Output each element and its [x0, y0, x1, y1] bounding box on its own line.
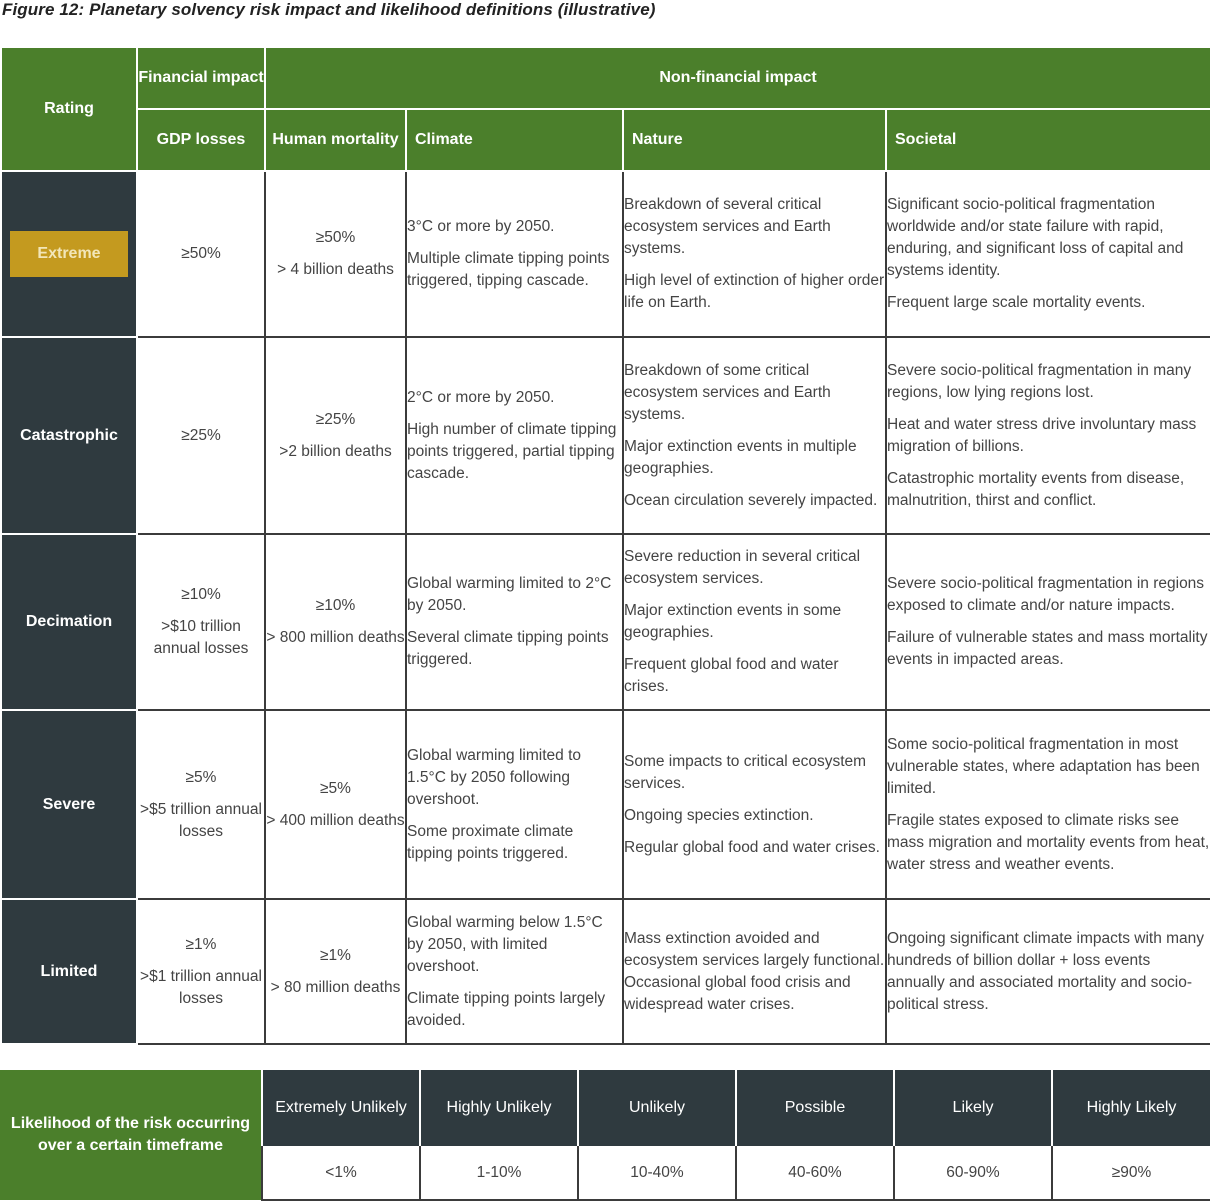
- human-mortality-cell-text: > 80 million deaths: [270, 978, 401, 996]
- nature-cell-text: Ongoing species extinction.: [624, 806, 814, 824]
- climate-header: Climate: [406, 109, 623, 171]
- human-mortality-cell-text: ≥1%: [320, 946, 351, 964]
- societal-cell: [886, 171, 1210, 337]
- impact-definitions-table: [0, 46, 1210, 1045]
- climate-cell-text: Global warming limited to 2°C by 2050.: [407, 575, 612, 614]
- societal-cell-text: Catastrophic mortality events from disease, malnutrition, thirst and conflict.: [887, 469, 1185, 509]
- likelihood-level-name: Highly Likely: [1052, 1070, 1210, 1146]
- rating-cell: Catastrophic: [1, 337, 137, 534]
- climate-cell-text: 2°C or more by 2050.: [407, 388, 555, 406]
- climate-cell-text: Some proximate climate tipping points triggered.: [407, 822, 574, 862]
- human-mortality-cell-text: ≥25%: [315, 410, 356, 428]
- climate-cell-text: Global warming below 1.5°C by 2050, with limited overshoot.: [407, 913, 603, 975]
- societal-cell-text: Fragile states exposed to climate risks see mass migration and mortality events from heat, water stress and weather events.: [887, 811, 1210, 873]
- gdp-losses-cell-text: ≥5%: [185, 768, 217, 786]
- human-mortality-cell-text: ≥5%: [320, 779, 351, 797]
- likelihood-label: Likelihood of the risk occurring over a certain timeframe: [0, 1070, 262, 1200]
- likelihood-level-range: 60-90%: [894, 1146, 1052, 1200]
- climate-cell: [406, 710, 623, 899]
- extreme-rating-badge: Extreme: [10, 231, 128, 277]
- nature-cell-text: High level of extinction of higher order life on Earth.: [624, 272, 885, 311]
- societal-cell-text: Some socio-political fragmentation in most vulnerable states, where adaptation has been limited.: [887, 735, 1200, 797]
- nature-cell: [623, 899, 886, 1044]
- gdp-losses-cell: [137, 710, 265, 899]
- climate-cell-text: Global warming limited to 1.5°C by 2050 following overshoot.: [407, 746, 582, 808]
- climate-cell: [406, 899, 623, 1044]
- rating-cell: Severe: [1, 710, 137, 899]
- gdp-losses-header: GDP losses: [137, 109, 265, 171]
- nature-cell-text: Major extinction events in multiple geographies.: [624, 437, 857, 477]
- nature-cell: [623, 171, 886, 337]
- likelihood-level-name: Highly Unlikely: [420, 1070, 578, 1146]
- human-mortality-cell: [265, 534, 406, 710]
- climate-cell-text: Several climate tipping points triggered.: [407, 629, 609, 668]
- nature-cell-text: Some impacts to critical ecosystem services.: [624, 752, 867, 792]
- likelihood-level-range: 40-60%: [736, 1146, 894, 1200]
- nature-cell-text: Ocean circulation severely impacted.: [624, 491, 878, 509]
- figure-caption: Figure 12: Planetary solvency risk impact and likelihood definitions (illustrative): [2, 0, 656, 19]
- human-mortality-cell: [265, 171, 406, 337]
- nature-header: Nature: [623, 109, 886, 171]
- likelihood-level-name: Possible: [736, 1070, 894, 1146]
- societal-cell-text: Ongoing significant climate impacts with many hundreds of billion dollar + loss events annually and associated mortality and socio-political stress.: [887, 929, 1205, 1013]
- gdp-losses-cell: [137, 337, 265, 534]
- nature-cell: [623, 534, 886, 710]
- rating-cell: Decimation: [1, 534, 137, 710]
- likelihood-level-name: Extremely Unlikely: [262, 1070, 420, 1146]
- societal-cell-text: Severe socio-political fragmentation in many regions, low lying regions lost.: [887, 361, 1192, 401]
- human-mortality-cell-text: > 400 million deaths: [266, 811, 405, 829]
- gdp-losses-cell-text: ≥10%: [181, 586, 221, 603]
- human-mortality-header: Human mortality: [265, 109, 406, 171]
- nature-cell-text: Severe reduction in several critical ecosystem services.: [624, 548, 861, 587]
- human-mortality-cell-text: >2 billion deaths: [279, 442, 392, 460]
- societal-cell-text: Heat and water stress drive involuntary mass migration of billions.: [887, 415, 1197, 455]
- gdp-losses-cell-text: ≥1%: [185, 935, 217, 953]
- societal-cell: [886, 337, 1210, 534]
- gdp-losses-cell-text: ≥50%: [181, 245, 221, 262]
- societal-cell: [886, 710, 1210, 899]
- likelihood-table: [0, 1070, 1210, 1201]
- human-mortality-cell-text: > 4 billion deaths: [277, 261, 394, 278]
- financial-impact-header: Financial impact: [137, 47, 265, 109]
- societal-cell-text: Frequent large scale mortality events.: [887, 294, 1146, 311]
- non-financial-impact-header: Non-financial impact: [265, 47, 1210, 109]
- human-mortality-cell-text: ≥10%: [315, 597, 356, 614]
- climate-cell-text: Multiple climate tipping points triggered, tipping cascade.: [407, 250, 610, 289]
- nature-cell-text: Frequent global food and water crises.: [624, 656, 839, 695]
- gdp-losses-cell-text: >$10 trillion annual losses: [153, 618, 249, 657]
- climate-cell-text: Climate tipping points largely avoided.: [407, 989, 606, 1029]
- likelihood-level-name: Likely: [894, 1070, 1052, 1146]
- gdp-losses-cell: [137, 534, 265, 710]
- societal-header: Societal: [886, 109, 1210, 171]
- gdp-losses-cell-text: >$1 trillion annual losses: [140, 967, 262, 1007]
- rating-header: Rating: [1, 47, 137, 171]
- climate-cell-text: High number of climate tipping points triggered, partial tipping cascade.: [407, 420, 617, 482]
- climate-cell: [406, 534, 623, 710]
- table-row: [1, 171, 1210, 337]
- societal-cell-text: Failure of vulnerable states and mass mortality events in impacted areas.: [887, 629, 1208, 668]
- table-row: [1, 899, 1210, 1044]
- table-row: [1, 337, 1210, 534]
- human-mortality-cell-text: > 800 million deaths: [266, 629, 405, 646]
- gdp-losses-cell-text: >$5 trillion annual losses: [140, 800, 262, 840]
- table-row: [1, 534, 1210, 710]
- societal-cell: [886, 899, 1210, 1044]
- societal-cell: [886, 534, 1210, 710]
- nature-cell-text: Regular global food and water crises.: [624, 838, 880, 856]
- likelihood-level-range: <1%: [262, 1146, 420, 1200]
- societal-cell-text: Significant socio-political fragmentation worldwide and/or state failure with rapid, enduring, and significant loss of capital and systems identity.: [887, 196, 1184, 279]
- gdp-losses-cell: [137, 899, 265, 1044]
- nature-cell-text: Major extinction events in some geographies.: [624, 602, 842, 641]
- climate-cell: [406, 337, 623, 534]
- nature-cell: [623, 710, 886, 899]
- human-mortality-cell: [265, 710, 406, 899]
- human-mortality-cell: [265, 337, 406, 534]
- likelihood-level-name: Unlikely: [578, 1070, 736, 1146]
- likelihood-level-range: ≥90%: [1052, 1146, 1210, 1200]
- human-mortality-cell-text: ≥50%: [315, 229, 356, 246]
- nature-cell-text: Mass extinction avoided and ecosystem services largely functional. Occasional global food crisis and widespread water crises.: [624, 929, 885, 1013]
- likelihood-level-range: 10-40%: [578, 1146, 736, 1200]
- climate-cell: [406, 171, 623, 337]
- climate-cell-text: 3°C or more by 2050.: [407, 218, 555, 235]
- rating-cell: Limited: [1, 899, 137, 1044]
- human-mortality-cell: [265, 899, 406, 1044]
- gdp-losses-cell-text: ≥25%: [181, 426, 221, 444]
- societal-cell-text: Severe socio-political fragmentation in regions exposed to climate and/or nature impacts.: [887, 575, 1205, 614]
- likelihood-level-range: 1-10%: [420, 1146, 578, 1200]
- nature-cell: [623, 337, 886, 534]
- impact-rows: [1, 171, 1210, 1044]
- nature-cell-text: Breakdown of some critical ecosystem services and Earth systems.: [624, 361, 831, 423]
- gdp-losses-cell: [137, 171, 265, 337]
- rating-cell: [1, 171, 137, 337]
- nature-cell-text: Breakdown of several critical ecosystem services and Earth systems.: [624, 196, 831, 257]
- table-row: [1, 710, 1210, 899]
